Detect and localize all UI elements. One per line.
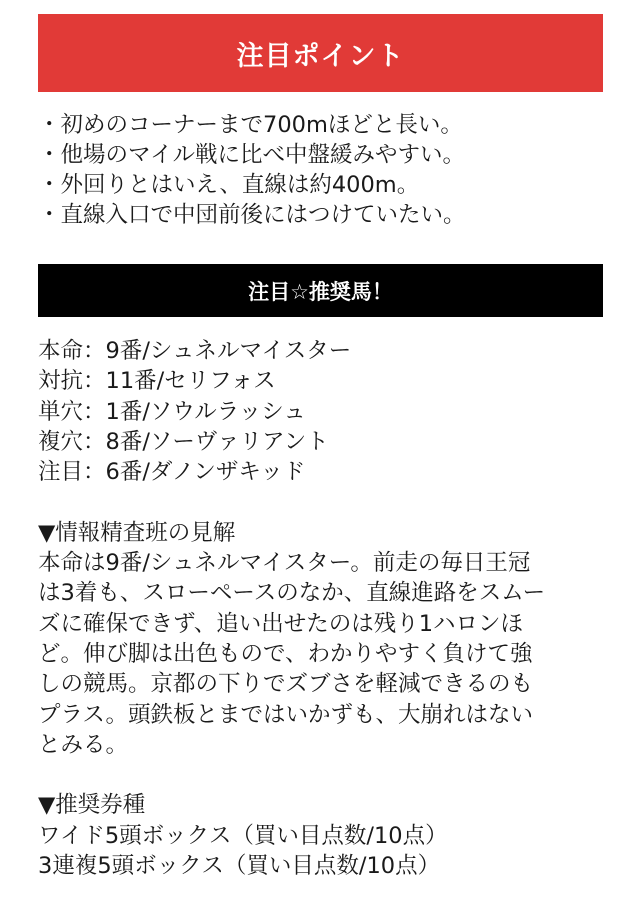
spacer bbox=[38, 760, 608, 790]
point-item: ・直線入口で中団前後にはつけていたい。 bbox=[38, 202, 466, 228]
recommend-header-title: 注目☆推奨馬！ bbox=[248, 279, 393, 304]
point-item: ・他場のマイル戦に比べ中盤緩みやすい。 bbox=[38, 142, 466, 168]
spacer bbox=[38, 487, 608, 517]
pick-honmei: 本命：9番/シュネルマイスター bbox=[38, 338, 352, 364]
pick-taikou: 対抗：11番/セリフォス bbox=[38, 368, 276, 395]
pick-chuumoku: 注目：6番/ダノンザキッド bbox=[38, 459, 306, 486]
point-header-title: 注目ポイント bbox=[236, 40, 405, 72]
point-header-banner bbox=[38, 14, 603, 92]
ticket-item: 3連複5頭ボックス（買い目点数/10点） bbox=[38, 853, 441, 880]
recommend-header-banner bbox=[38, 264, 603, 317]
analysis-line: しの競馬。京都の下りでズブさを軽減できるのも bbox=[38, 671, 534, 698]
point-list bbox=[38, 110, 618, 230]
analysis-line: プラス。頭鉄板とまではいかずも、大崩れはない bbox=[38, 701, 534, 728]
point-item: ・外回りとはいえ、直線は約400m。 bbox=[38, 172, 420, 198]
point-item: ・初めのコーナーまで700mほどと長い。 bbox=[38, 112, 463, 138]
recommend-body bbox=[38, 336, 608, 881]
analysis-heading: ▼情報精査班の見解 bbox=[38, 519, 236, 546]
ticket-item: ワイド5頭ボックス（買い目点数/10点） bbox=[38, 822, 448, 849]
analysis-line: ズに確保できず、追い出せたのは残り1ハロンほ bbox=[38, 610, 524, 637]
analysis-line: は3着も、スローペースのなか、直線進路をスムー bbox=[38, 580, 546, 607]
analysis-line: 本命は9番/シュネルマイスター。前走の毎日王冠 bbox=[38, 550, 531, 577]
tickets-heading: ▼推奨券種 bbox=[38, 792, 146, 819]
pick-fukuana: 複穴：8番/ソーヴァリアント bbox=[38, 428, 329, 455]
analysis-line: とみる。 bbox=[38, 731, 129, 758]
analysis-line: ど。伸び脚は出色もので、わかりやすく負けて強 bbox=[38, 640, 533, 667]
pick-tanana: 単穴：1番/ソウルラッシュ bbox=[38, 398, 306, 425]
